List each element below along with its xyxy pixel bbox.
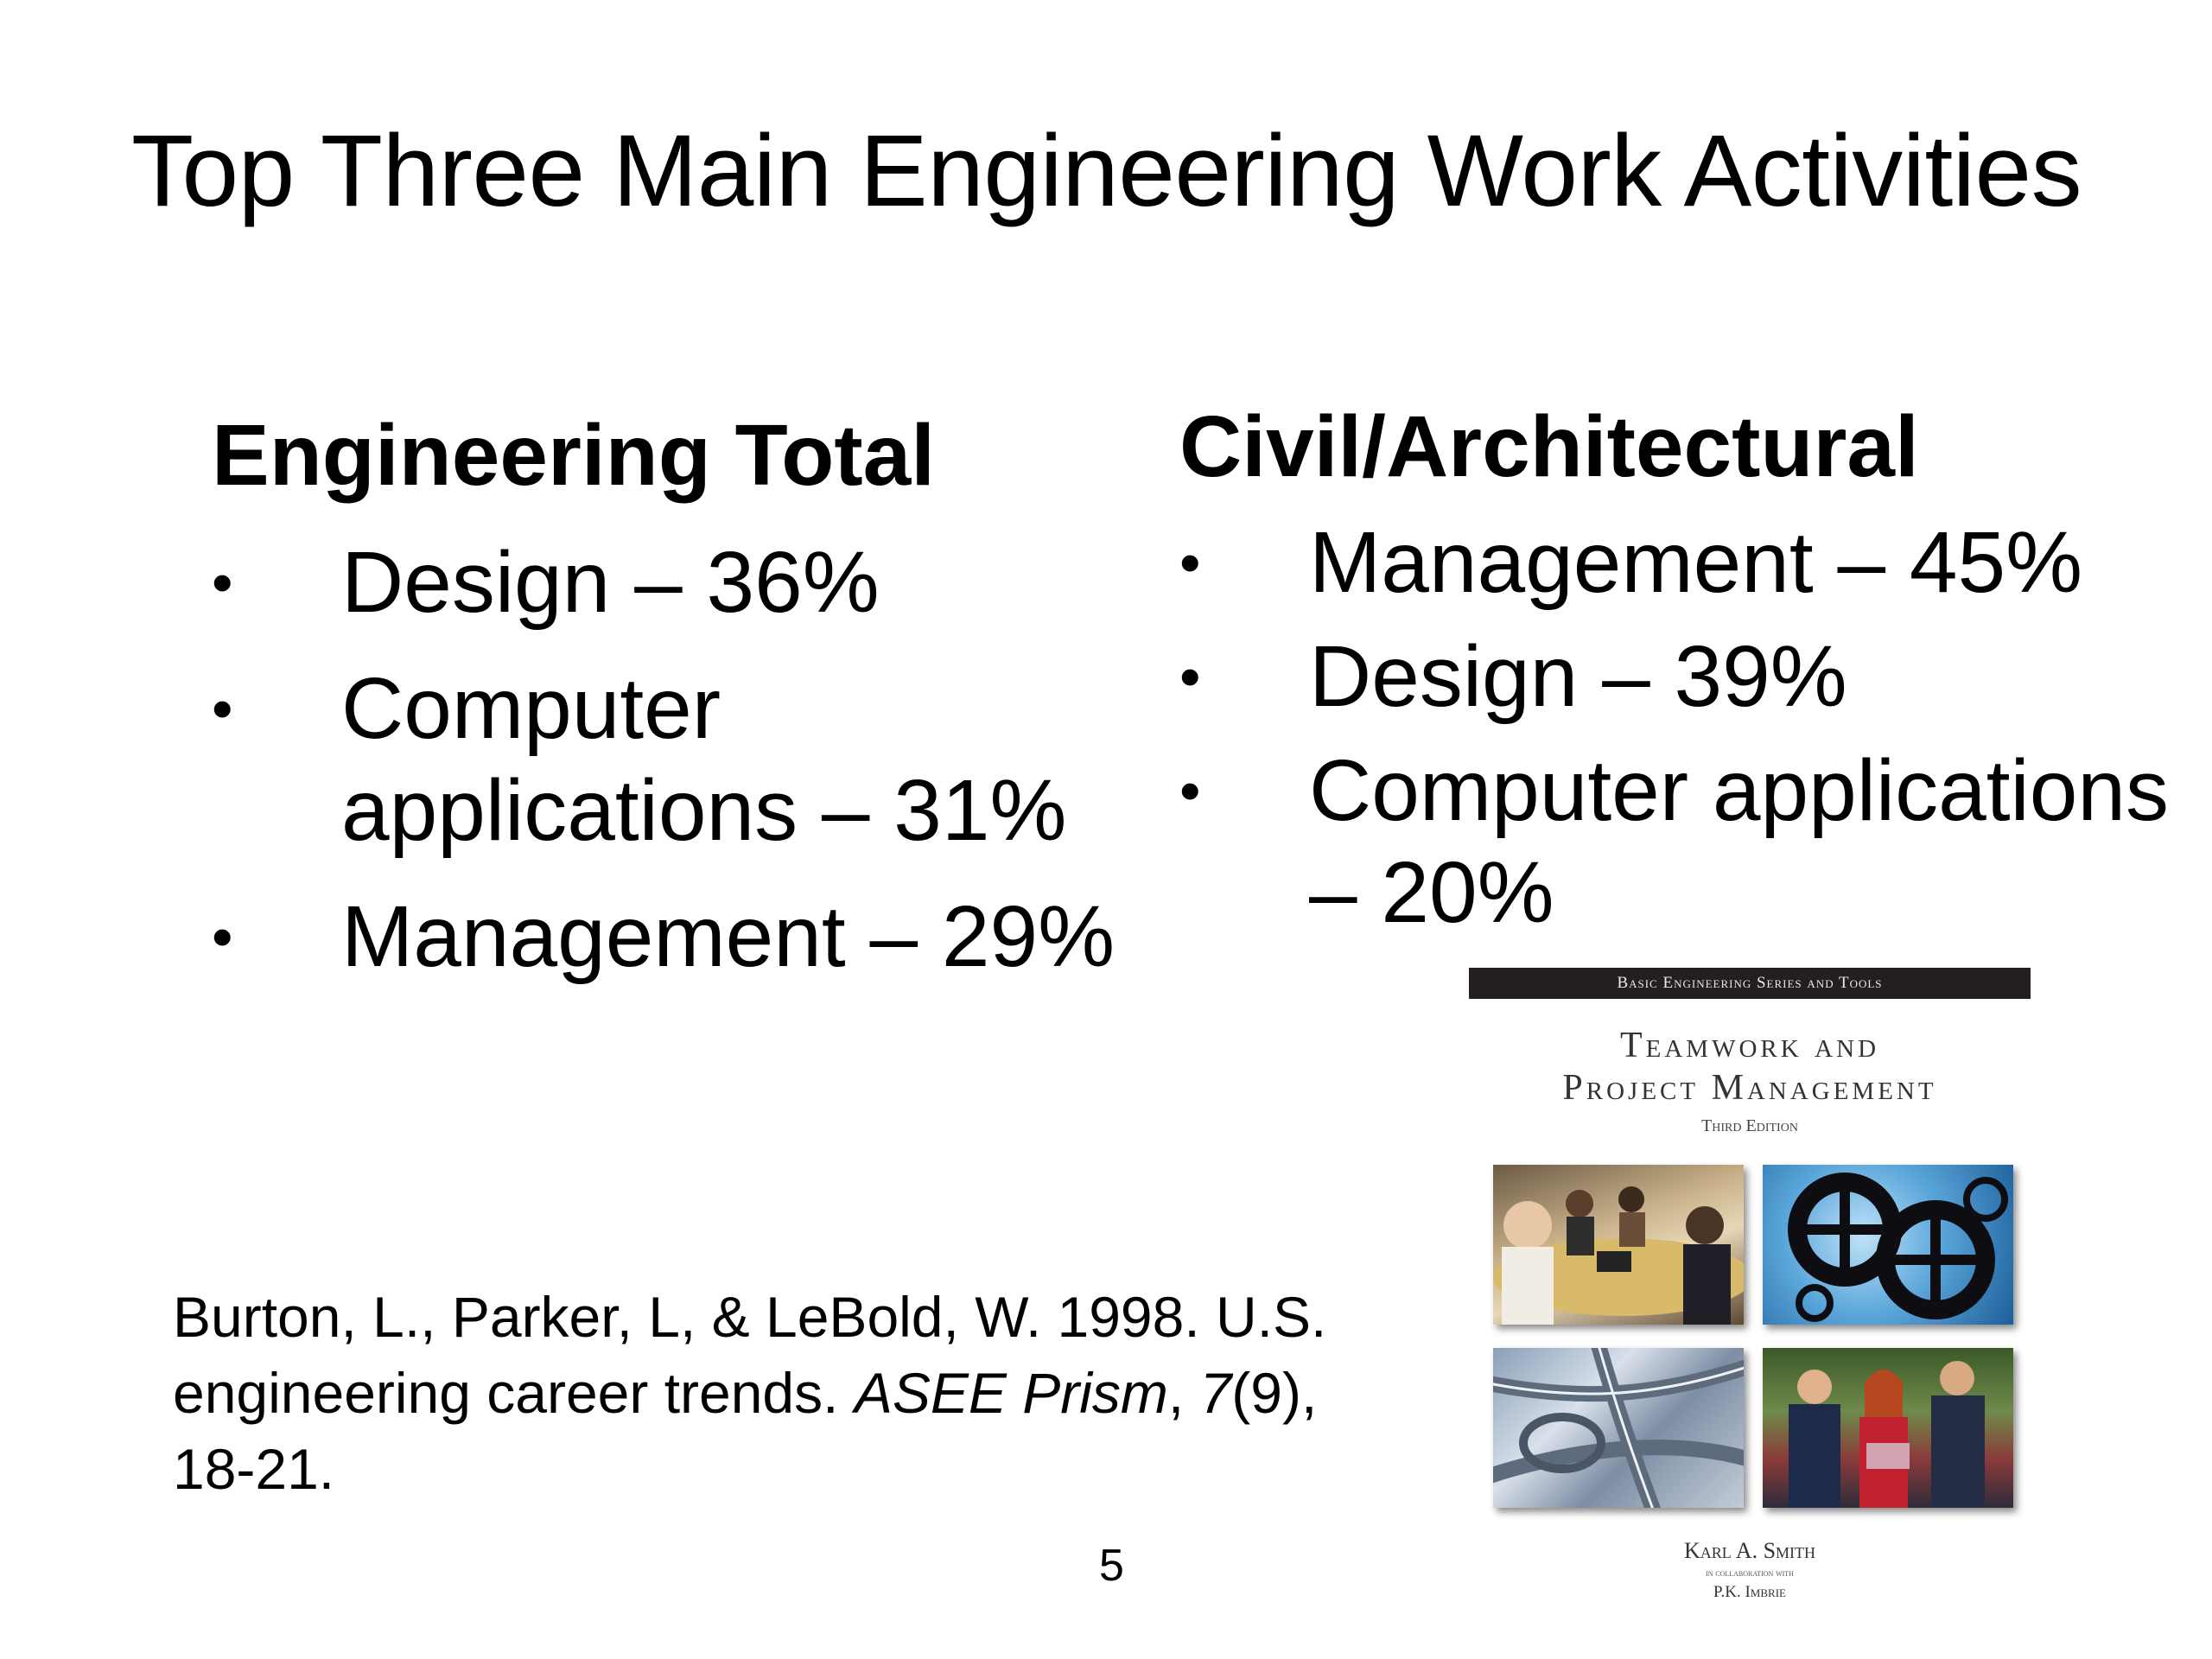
list-item: • Management – 29% [212, 886, 1162, 988]
journal-name: ASEE Prism [854, 1361, 1168, 1425]
book-series-bar: Basic Engineering Series and Tools [1469, 968, 2031, 999]
highway-photo [1493, 1348, 1744, 1508]
book-cover-image [1469, 968, 2031, 1607]
civil-architectural-list [1179, 512, 2182, 956]
bullet-icon: • [212, 675, 233, 742]
list-item: • Design – 39% [1179, 626, 2182, 728]
engineering-total-heading: Engineering Total [212, 407, 936, 504]
bullet-icon: • [1179, 757, 1201, 824]
journal-volume: 7 [1199, 1361, 1232, 1425]
citation: Burton, L., Parker, L, & LeBold, W. 1998. U.S. engineering career trends. ASEE Prism, 7(9), 18-21. [173, 1285, 1327, 1501]
bullet-icon: • [1179, 529, 1201, 596]
list-item: • Computer applications – 20% [1179, 740, 2182, 944]
list-item: • Management – 45% [1179, 512, 2182, 613]
gears-photo [1763, 1165, 2013, 1325]
list-item: • Computer applications – 31% [212, 658, 1162, 861]
book-title-line1: Teamwork and [1619, 1026, 1880, 1065]
civil-architectural-heading: Civil/Architectural [1179, 398, 1919, 495]
book-title-line2: Project Management [1562, 1068, 1937, 1108]
book-edition: Third Edition [1701, 1116, 1798, 1135]
list-item: • Design – 36% [212, 531, 1162, 633]
slide-title: Top Three Main Engineering Work Activities [131, 114, 2082, 228]
team-photo [1763, 1348, 2013, 1508]
book-author: Karl A. Smith [1683, 1538, 1816, 1563]
bullet-icon: • [1179, 643, 1201, 710]
bullet-icon: • [212, 549, 233, 616]
meeting-photo [1493, 1165, 1744, 1325]
bullet-icon: • [212, 903, 233, 970]
book-collab: in collaboration with [1706, 1568, 1794, 1579]
book-coauthor: P.K. Imbrie [1713, 1583, 1786, 1601]
page-number: 5 [1099, 1541, 1124, 1591]
engineering-total-list [212, 531, 1162, 1012]
